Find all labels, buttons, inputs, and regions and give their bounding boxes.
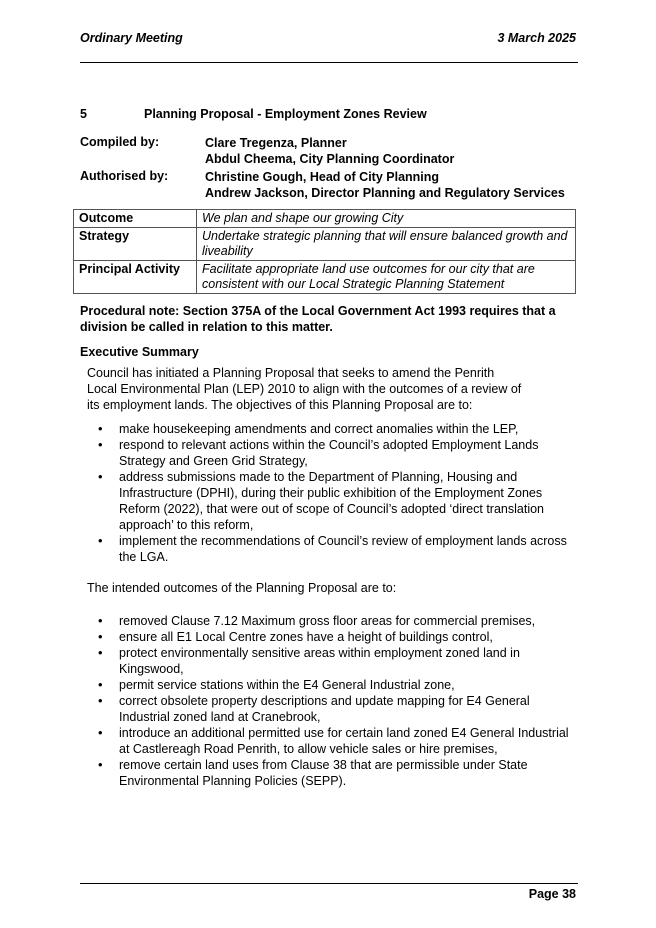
procedural-note: Procedural note: Section 375A of the Local Government Act 1993 requires that a division be called in relation to this matter. [80, 304, 556, 334]
compiled-by-line: Abdul Cheema, City Planning Coordinator [205, 152, 455, 166]
list-item: • protect environmentally sensitive areas within employment zoned land in Kingswood, [92, 645, 578, 677]
table-row [74, 261, 576, 294]
list-item: • remove certain land uses from Clause 38 that are permissible under State Environmental Planning Policies (SEPP). [92, 757, 578, 789]
footer-divider [80, 883, 578, 884]
outcomes-list [92, 613, 578, 789]
compiled-by-line: Clare Tregenza, Planner [205, 136, 347, 150]
authorised-by-line: Andrew Jackson, Director Planning and Regulatory Services [205, 186, 565, 200]
objectives-list [92, 421, 578, 565]
list-item: • make housekeeping amendments and correct anomalies within the LEP, [92, 421, 578, 437]
list-item: • ensure all E1 Local Centre zones have a height of buildings control, [92, 629, 578, 645]
meeting-date: 3 March 2025 [497, 31, 576, 45]
table-row [74, 228, 576, 261]
page-number: Page 38 [528, 887, 576, 901]
authorised-by-label: Authorised by: [80, 169, 169, 183]
authorised-by-value [205, 169, 565, 201]
table-row [74, 210, 576, 228]
list-item: • correct obsolete property descriptions and update mapping for E4 General Industrial zoned land at Cranebrook, [92, 693, 578, 725]
list-item: • address submissions made to the Department of Planning, Housing and Infrastructure (DPHI), during their public exhibition of the Employment Zones Reform (2022), that were out of scope of Council’s adopted ‘direct translation approach’ to this reform, [92, 469, 578, 533]
table-key: Principal Activity [74, 261, 197, 294]
list-item: • respond to relevant actions within the Council’s adopted Employment Lands Strategy and Green Grid Strategy, [92, 437, 578, 469]
table-value: Undertake strategic planning that will ensure balanced growth and liveability [197, 228, 576, 261]
alignment-table [73, 209, 576, 294]
item-title: Planning Proposal - Employment Zones Review [144, 107, 427, 121]
outcomes-intro: The intended outcomes of the Planning Proposal are to: [87, 581, 397, 595]
table-key: Outcome [74, 210, 197, 228]
list-item: • removed Clause 7.12 Maximum gross floor areas for commercial premises, [92, 613, 578, 629]
authorised-by-line: Christine Gough, Head of City Planning [205, 170, 440, 184]
header-divider [80, 62, 578, 63]
intro-paragraph: Council has initiated a Planning Proposal that seeks to amend the Penrith Local Environmental Plan (LEP) 2010 to align with the outcomes of a review of its employment lands. The objectives of this Planning Proposal are to: [87, 366, 522, 412]
table-key: Strategy [74, 228, 197, 261]
item-number: 5 [80, 107, 87, 121]
table-value: Facilitate appropriate land use outcomes for our city that are consistent with our Local Strategic Planning Statement [197, 261, 576, 294]
meeting-name: Ordinary Meeting [80, 31, 183, 45]
executive-summary-heading: Executive Summary [80, 345, 199, 359]
table-value: We plan and shape our growing City [197, 210, 576, 228]
list-item: • permit service stations within the E4 General Industrial zone, [92, 677, 578, 693]
compiled-by-value [205, 135, 454, 167]
list-item: • implement the recommendations of Council’s review of employment lands across the LGA. [92, 533, 578, 565]
page-header [80, 31, 576, 47]
compiled-by-label: Compiled by: [80, 135, 160, 149]
list-item: • introduce an additional permitted use for certain land zoned E4 General Industrial at Castlereagh Road Penrith, to allow vehicle sales or hire premises, [92, 725, 578, 757]
